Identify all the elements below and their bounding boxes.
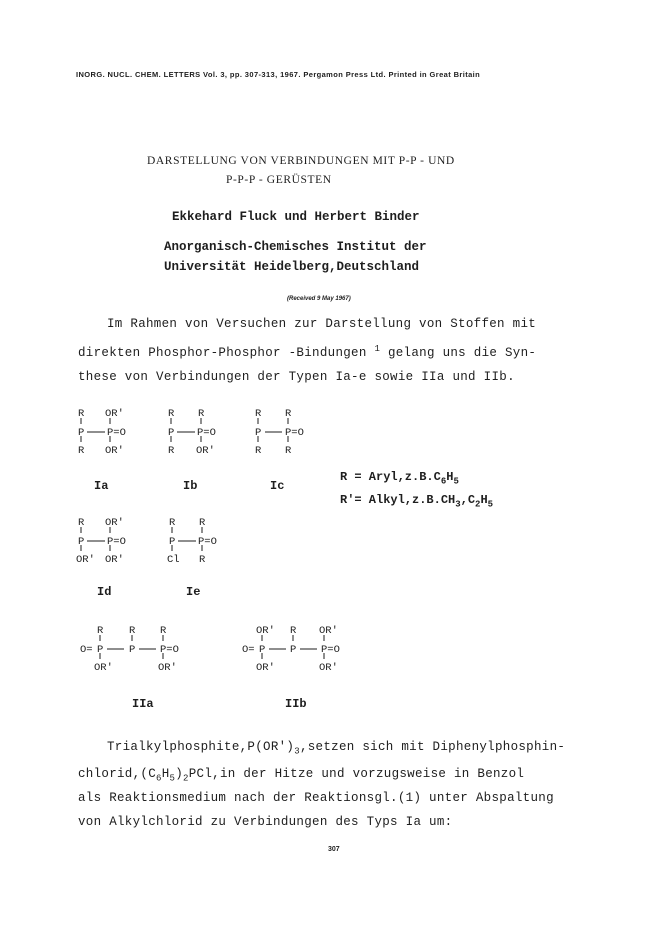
Ic-P: P [255, 427, 262, 439]
Ib-R-top-right: R [198, 408, 205, 420]
Id-R-top: R [78, 517, 85, 529]
received-date: (Received 9 May 1967) [287, 296, 351, 302]
Id-PO: P=O [107, 536, 126, 548]
Ie-R-bottom: R [199, 554, 206, 566]
definition-R-prime: $R'= Alkyl,z.B.CH_3,C_2H_5$ [340, 493, 494, 510]
Id-P: P [78, 536, 85, 548]
Id-OR-top: OR' [105, 517, 124, 529]
IIa-R-1: R [97, 625, 104, 637]
structure-formulas [60, 402, 360, 702]
IIa-OR-left: OR' [94, 662, 113, 674]
Ie-Cl: Cl [167, 554, 180, 566]
title-line-2: P-P-P - GERÜSTEN [226, 174, 332, 186]
Ib-R-top-left: R [168, 408, 175, 420]
intro-line-3: these von Verbindungen der Typen Ia-e sowie IIa und IIb. [78, 370, 515, 384]
IIa-P-1: P [97, 644, 104, 656]
Id-OR-bottom-left: OR' [76, 554, 95, 566]
label-Ia: Ia [94, 479, 109, 493]
label-Id: Id [97, 585, 112, 599]
IIb-O-left: O= [242, 644, 255, 656]
definition-R: $R = Aryl,z.B.C_6H_5$ [340, 470, 459, 487]
Ic-PO: P=O [285, 427, 304, 439]
label-Ie: Ie [186, 585, 201, 599]
structure-Ia [81, 418, 110, 442]
IIa-O-left: O= [80, 644, 93, 656]
Ib-PO: P=O [197, 427, 216, 439]
para2-line-4: von Alkylchlorid zu Verbindungen des Typs Ia um: [78, 815, 453, 829]
IIb-OR-top-right: OR' [319, 625, 338, 637]
label-Ib: Ib [183, 479, 198, 493]
IIb-PO: P=O [321, 644, 340, 656]
structure-Ic [258, 418, 288, 442]
IIb-OR-bottom-right: OR' [319, 662, 338, 674]
IIb-P-2: P [290, 644, 297, 656]
Ic-R-top-left: R [255, 408, 262, 420]
structure-Id [81, 527, 110, 551]
intro-line-2: direkten Phosphor-Phosphor -Bindungen $^1$ gelang uns die Syn- [78, 344, 537, 361]
para2-line-2: $chlorid,(C_6H_5)_2PCl,in$ der Hitze und vorzugsweise in Benzol [78, 767, 525, 784]
Ia-PO: P=O [107, 427, 126, 439]
page-number: 307 [328, 846, 340, 853]
Ia-R-bottom: R [78, 445, 85, 457]
Ia-OR-bottom: OR' [105, 445, 124, 457]
title-line-1: DARSTELLUNG VON VERBINDUNGEN MIT P-P - UND [147, 155, 455, 167]
IIa-OR-right: OR' [158, 662, 177, 674]
label-IIa: IIa [132, 697, 154, 711]
IIb-OR-top-left: OR' [256, 625, 275, 637]
IIa-PO: P=O [160, 644, 179, 656]
IIb-OR-bottom-left: OR' [256, 662, 275, 674]
Ic-R-top-right: R [285, 408, 292, 420]
affiliation-line-1: Anorganisch-Chemisches Institut der [164, 240, 427, 254]
para2-line-1: $Trialkylphosphite,P(OR')_3,setzen$ sich mit Diphenylphosphin- [107, 740, 566, 757]
Ia-OR-top: OR' [105, 408, 124, 420]
Ia-P: P [78, 427, 85, 439]
Ie-P: P [169, 536, 176, 548]
IIa-R-2: R [129, 625, 136, 637]
Ib-P: P [168, 427, 175, 439]
Ie-PO: P=O [198, 536, 217, 548]
Ic-R-bottom-right: R [285, 445, 292, 457]
Ib-OR-bottom: OR' [196, 445, 215, 457]
intro-line-1: Im Rahmen von Versuchen zur Darstellung von Stoffen mit [107, 317, 537, 331]
IIb-R-top: R [290, 625, 297, 637]
label-Ic: Ic [270, 479, 285, 493]
Id-OR-bottom-right: OR' [105, 554, 124, 566]
Ib-R-bottom: R [168, 445, 175, 457]
IIb-P-1: P [259, 644, 266, 656]
Ic-R-bottom-left: R [255, 445, 262, 457]
Ia-R-top: R [78, 408, 85, 420]
affiliation-line-2: Universität Heidelberg,Deutschland [164, 260, 420, 274]
IIa-R-3: R [160, 625, 167, 637]
authors: Ekkehard Fluck und Herbert Binder [172, 210, 420, 224]
IIa-P-2: P [129, 644, 136, 656]
para2-line-3: als Reaktionsmedium nach der Reaktionsgl.(1) unter Abspaltung [78, 791, 554, 805]
journal-header: INORG. NUCL. CHEM. LETTERS Vol. 3, pp. 307-313, 1967. Pergamon Press Ltd. Printed in Great Britain [76, 70, 481, 79]
label-IIb: IIb [285, 697, 307, 711]
Ie-R-top-right: R [199, 517, 206, 529]
Ie-R-top-left: R [169, 517, 176, 529]
